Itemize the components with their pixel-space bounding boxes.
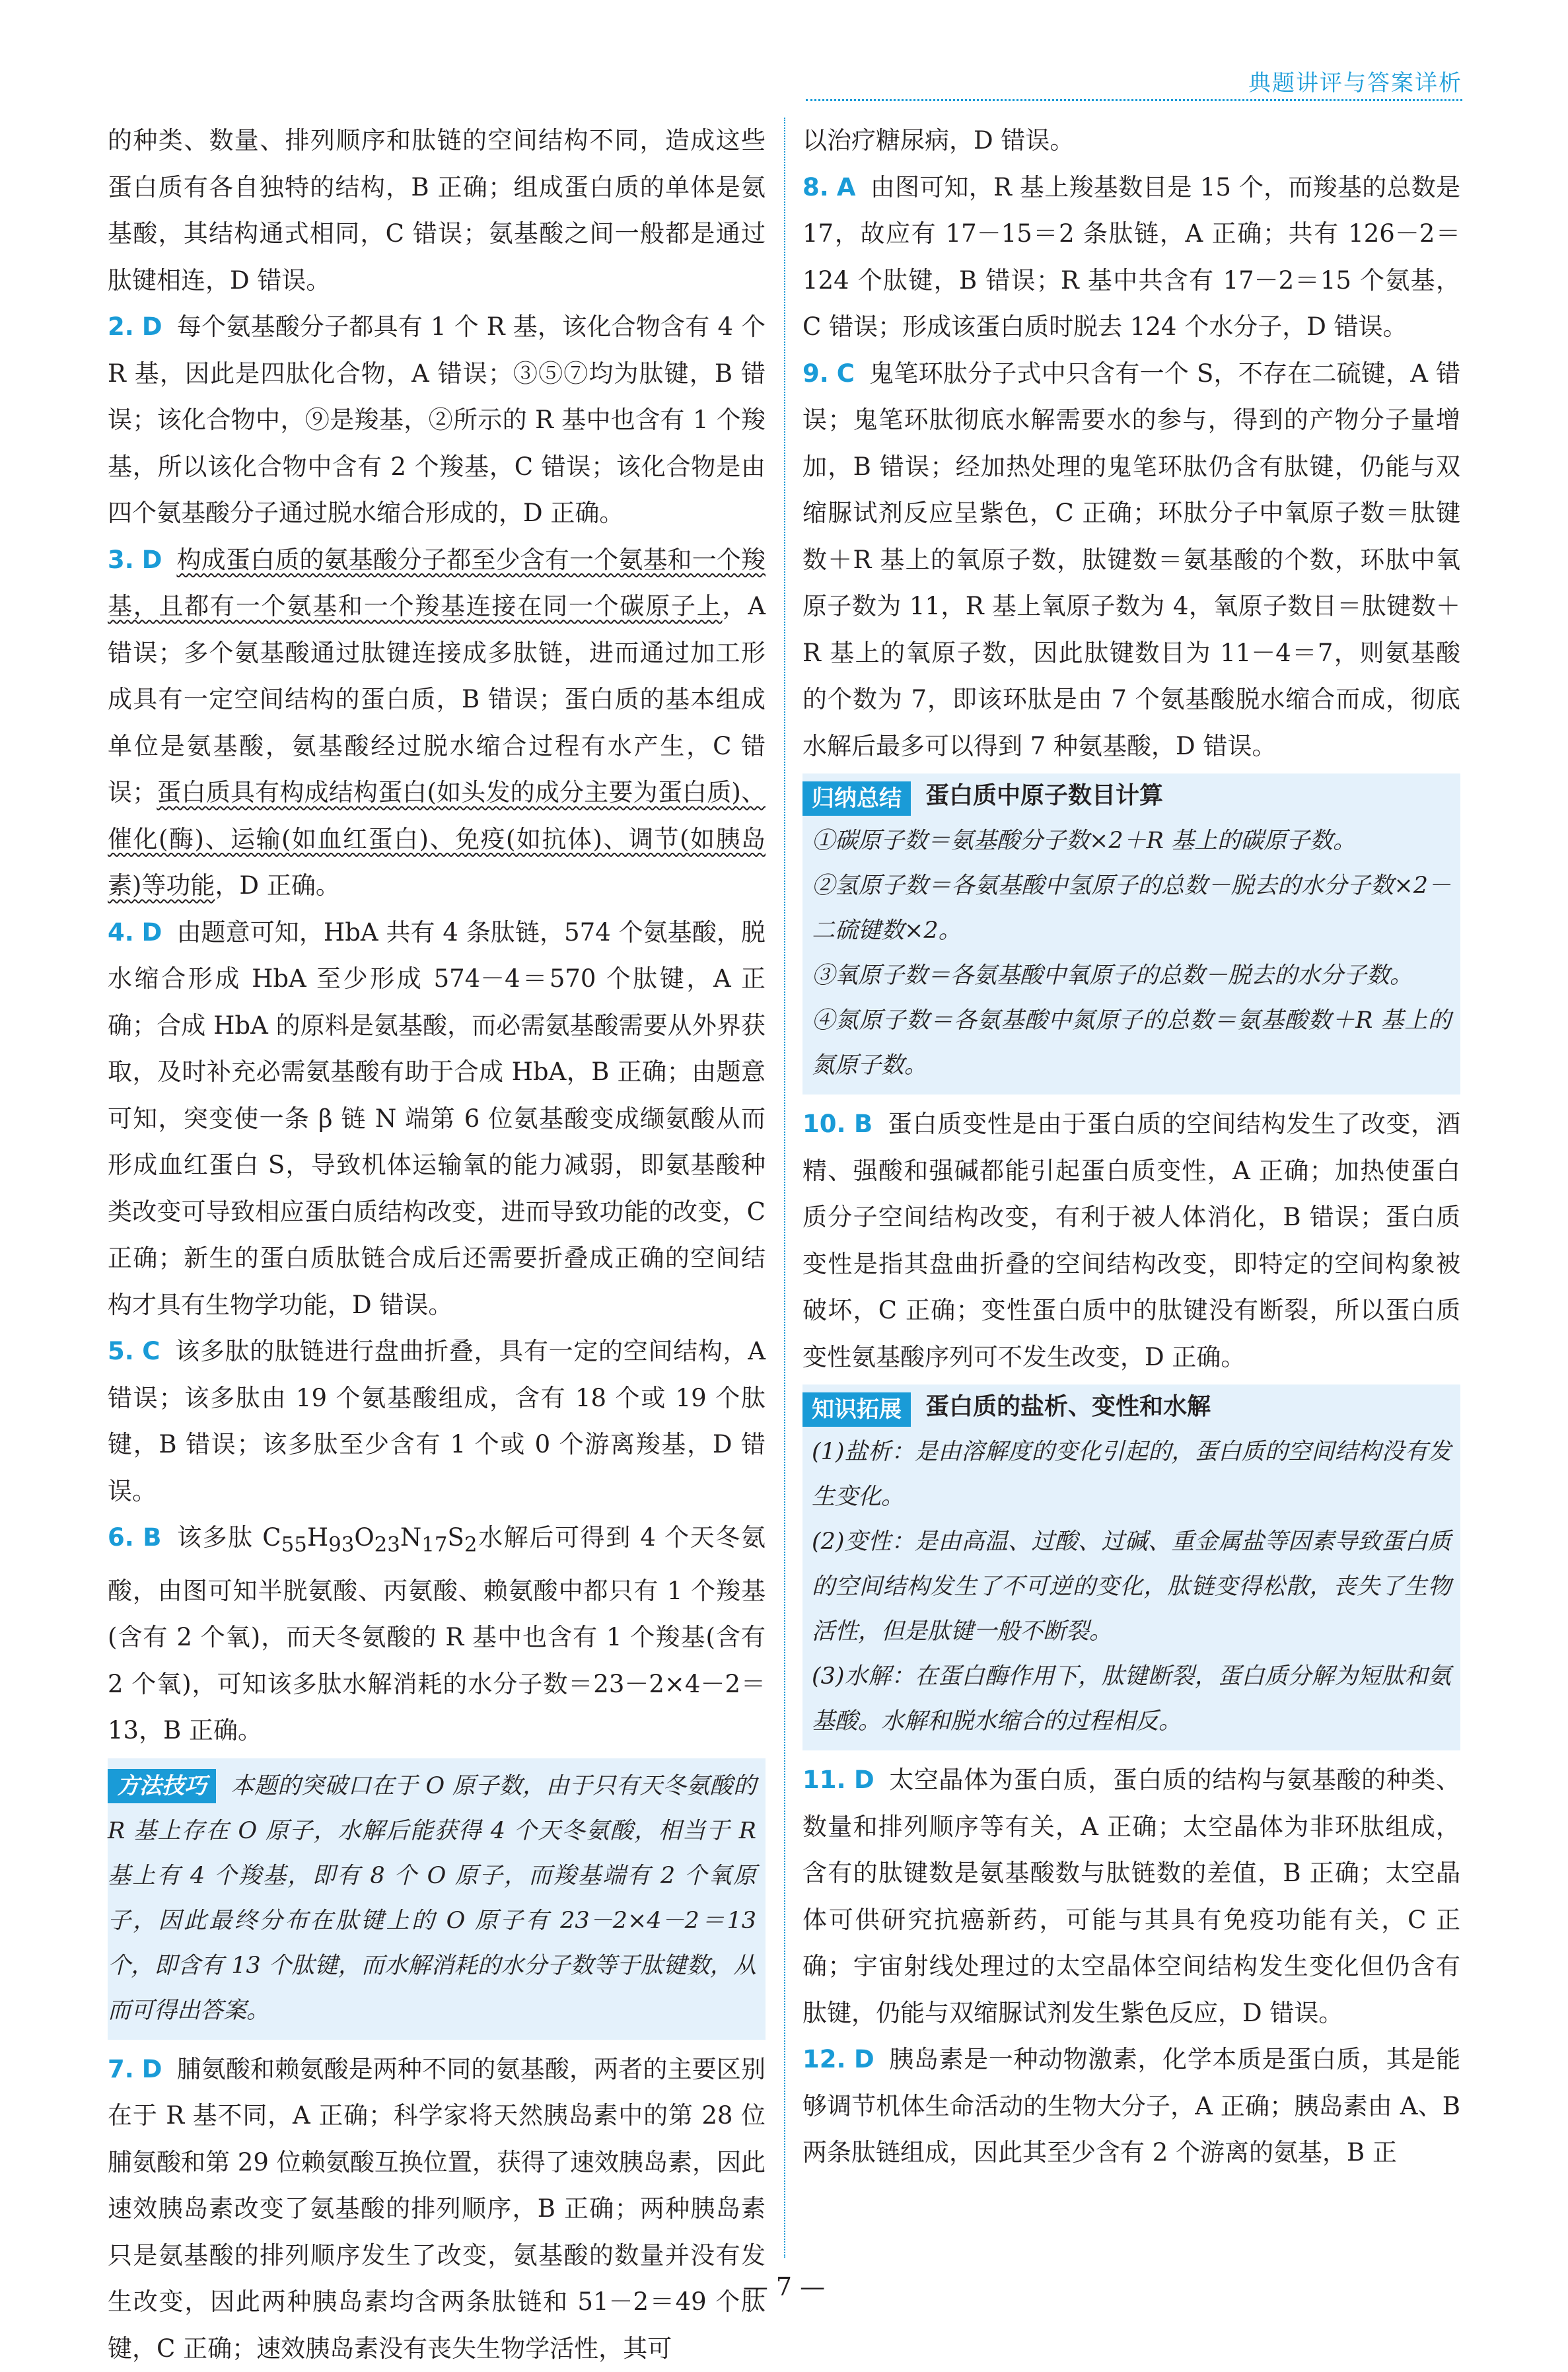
summary-tag: 归纳总结 [802,781,911,816]
knowledge-tag: 知识拓展 [802,1392,911,1427]
item-explanation: 蛋白质变性是由于蛋白质的空间结构发生了改变，酒精、强酸和强碱都能引起蛋白质变性，A 正确；加热使蛋白质分子空间结构改变，有利于被人体消化，B 错误；蛋白质变性是指其盘曲折叠的空间结构改变，即特定的空间构象被破坏，C 正确；变性蛋白质中的肽键没有断裂，所以蛋白质变性氨基酸序列可不发生改变，D 正确。 [802,1110,1461,1371]
method-tip-text: 本题的突破口在于 O 原子数，由于只有天冬氨酸的 R 基上存在 O 原子，水解后能获得 4 个天冬氨酸，相当于 R 基上有 4 个羧基，即有 8 个 O 原子，而羧基端有 2 个氧原子，因此最终分布在肽键上的 O 原子有 23－2×4－2＝13 个，即含有 13 个肽键，而水解消耗的水分子数等于肽键数，从而可得出答案。 [108,1772,756,2024]
item-explanation: 太空晶体为蛋白质，蛋白质的结构与氨基酸的种类、数量和排列顺序等有关，A 正确；太空晶体为非环肽组成，含有的肽键数是氨基酸数与肽链数的差值，B 正确；太空晶体可供研究抗癌新药，可能与其具有免疫功能有关，C 正确；宇宙射线处理过的太空晶体空间结构发生变化但仍含有肽键，仍能与双缩脲试剂发生紫色反应，D 错误。 [802,1766,1460,2027]
summary-title: 蛋白质中原子数目计算 [925,782,1164,809]
header-divider [806,99,1462,101]
right-column [802,118,1460,2176]
item-explanation: 脯氨酸和赖氨酸是两种不同的氨基酸，两者的主要区别在于 R 基不同，A 正确；科学家将天然胰岛素中的第 28 位脯氨酸和第 29 位赖氨酸互换位置，获得了速效胰岛素，因此速效胰岛素改变了氨基酸的排列顺序，B 正确；两种胰岛素只是氨基酸的排列顺序发生了改变，氨基酸的数量并没有发生改变，因此两种胰岛素均含两条肽链和 51－2＝49 个肽键，C 正确；速效胰岛素没有丧失生物学活性，其可 [108,2054,766,2363]
formula-element: H [306,1523,329,1552]
item-explanation: ，A 错误；多个氨基酸通过肽键连接成多肽链，进而通过加工形成具有一定空间结构的蛋白质，B 错误；蛋白质的基本组成单位是氨基酸，氨基酸经过脱水缩合过程有水产生，C 错误； [108,592,766,807]
item-number: 3. [108,545,134,574]
answer-item-2 [108,304,766,537]
left-column [108,118,766,2372]
formula-element: O [354,1523,374,1552]
answer-item-8 [802,164,1460,351]
summary-line: ④氮原子数＝各氨基酸中氮原子的总数＝氨基酸数＋R 基上的氮原子数。 [812,1007,1451,1079]
knowledge-line: (3)水解：在蛋白酶作用下，肽键断裂，蛋白质分解为短肽和氨基酸。水解和脱水缩合的过程相反。 [812,1663,1451,1735]
answer-item-7 [108,2046,766,2372]
item-answer: C [836,359,855,388]
item-answer: D [141,2054,162,2083]
item-number: 12. [802,2045,846,2073]
item-explanation: 鬼笔环肽分子式中只含有一个 S，不存在二硫键，A 错误；鬼笔环肽彻底水解需要水的参与，得到的产物分子量增加，B 错误；经加热处理的鬼笔环肽仍含有肽键，仍能与双缩脲试剂反应呈紫色，C 正确；环肽分子中氧原子数＝肽键数＋R 基上的氧原子数，肽键数＝氨基酸的个数，环肽中氧原子数为 11，R 基上氧原子数为 4，氧原子数目＝肽键数＋R 基上的氧原子数，因此肽键数目为 11－4＝7，则氨基酸的个数为 7，即该环肽是由 7 个氨基酸脱水缩合而成，彻底水解后最多可以得到 7 种氨基酸，D 错误。 [802,359,1460,760]
item-answer: D [141,312,162,341]
formula-element: N [400,1523,422,1552]
item-explanation: 每个氨基酸分子都具有 1 个 R 基，该化合物含有 4 个 R 基，因此是四肽化合物，A 错误；③⑤⑦均为肽键，B 错误；该化合物中，⑨是羧基，②所示的 R 基中也含有 1 个羧基，所以该化合物中含有 2 个羧基，C 错误；该化合物是由四个氨基酸分子通过脱水缩合形成的，D 正确。 [108,312,766,527]
item-number: 6. [108,1523,134,1552]
item-answer: C [142,1337,160,1365]
knowledge-line: (1)盐析：是由溶解度的变化引起的，蛋白质的空间结构没有发生变化。 [812,1439,1451,1510]
item-number: 2. [108,312,134,341]
item-explanation: 胰岛素是一种动物激素，化学本质是蛋白质，其是能够调节机体生命活动的生物大分子，A 正确；胰岛素由 A、B 两条肽链组成，因此其至少含有 2 个游离的氨基，B 正 [802,2045,1460,2167]
knowledge-line: (2)变性：是由高温、过酸、过碱、重金属盐等因素导致蛋白质的空间结构发生了不可逆的变化，肽链变得松散，丧失了生物活性，但是肽键一般不断裂。 [812,1528,1451,1645]
answer-item-3 [108,537,766,910]
item-answer: B [143,1523,162,1552]
page-header [0,0,1568,106]
formula-subscript: 23 [374,1532,400,1557]
knowledge-title: 蛋白质的盐析、变性和水解 [925,1393,1211,1420]
method-tip-box [108,1758,766,2040]
method-tip-tag: 方法技巧 [108,1769,216,1803]
column-divider [784,118,785,2258]
answer-item-4 [108,910,766,1329]
key-point-underlined: 蛋白质具有构成结构蛋白(如头发的成分主要为蛋白质)、催化(酶)、运输(如血红蛋白)、免疫(如抗体)、调节(如胰岛素)等功能 [108,778,766,900]
item-answer: D [141,917,162,947]
knowledge-box-header [802,1384,1460,1429]
answer-item-12 [802,2036,1460,2176]
item-answer: D [141,545,162,574]
answer-item-10 [802,1101,1460,1381]
item-explanation: 水解后可得到 4 个天冬氨酸，由图可知半胱氨酸、丙氨酸、赖氨酸中都只有 1 个羧基(含有 2 个氧)，而天冬氨酸的 R 基中也含有 1 个羧基(含有 2 个氧)，可知该多肽水解消耗的水分子数＝23－2×4－2＝13，B 正确。 [108,1523,766,1745]
item-answer: D [853,1766,874,1794]
answer-item-11 [802,1757,1460,2036]
item-number: 4. [108,917,134,947]
item-explanation: 由题意可知，HbA 共有 4 条肽链，574 个氨基酸，脱水缩合形成 HbA 至少形成 574－4＝570 个肽键，A 正确；合成 HbA 的原料是氨基酸，而必需氨基酸需要从外界获取，及时补充必需氨基酸有助于合成 HbA，B 正确；由题意可知，突变使一条 β 链 N 端第 6 位氨基酸变成缬氨酸从而形成血红蛋白 S，导致机体运输氧的能力减弱，即氨基酸种类改变可导致相应蛋白质结构改变，进而导致功能的改变，C 正确；新生的蛋白质肽链合成后还需要折叠成正确的空间结构才具有生物学功能，D 错误。 [108,917,766,1319]
summary-box [802,773,1460,1095]
answer-item-6 [108,1515,766,1754]
formula-subscript: 55 [281,1532,307,1557]
key-point-underlined: 构成蛋白质的氨基酸分子都至少含有一个氨基和一个羧基，且都有一个氨基和一个羧基连接在同一个碳原子上 [108,545,766,620]
item-number: 7. [108,2054,134,2083]
answer-item-9 [802,351,1460,770]
item-answer: B [854,1110,873,1138]
formula-subscript: 17 [421,1532,448,1557]
answer-item-5 [108,1328,766,1515]
item-explanation: 该多肽的肽链进行盘曲折叠，具有一定的空间结构，A 错误；该多肽由 19 个氨基酸组成，含有 18 个或 19 个肽键，B 错误；该多肽至少含有 1 个或 0 个游离羧基，D 错误。 [108,1337,766,1505]
item-answer: A [836,172,856,201]
page-number: — 7 — [742,2272,826,2301]
item-number: 5. [108,1337,134,1365]
right-intro: 以治疗糖尿病，D 错误。 [802,126,1075,155]
formula-subscript: 2 [464,1532,478,1557]
item-number: 10. [802,1110,846,1138]
item-number: 11. [802,1766,846,1794]
summary-line: ①碳原子数＝氨基酸分子数×2＋R 基上的碳原子数。 [812,828,1357,854]
item-explanation-end: ，D 正确。 [215,871,340,900]
item-explanation-start: 该多肽 C [176,1523,281,1552]
item-answer: D [853,2045,874,2073]
item-number: 8. [802,172,829,201]
knowledge-box [802,1384,1460,1750]
formula-subscript: 93 [328,1532,355,1557]
left-intro: 的种类、数量、排列顺序和肽链的空间结构不同，造成这些蛋白质有各自独特的结构，B 正确；组成蛋白质的单体是氨基酸，其结构通式相同，C 错误；氨基酸之间一般都是通过肽键相连，D 错误。 [108,126,766,295]
formula-element: S [447,1523,464,1552]
summary-line: ②氢原子数＝各氨基酸中氢原子的总数－脱去的水分子数×2－二硫键数×2。 [812,873,1451,944]
summary-line: ③氧原子数＝各氨基酸中氧原子的总数－脱去的水分子数。 [812,962,1413,989]
method-tip-body [108,1758,766,2033]
item-number: 9. [802,359,829,388]
item-explanation: 由图可知，R 基上羧基数目是 15 个，而羧基的总数是 17，故应有 17－15＝2 条肽链，A 正确；共有 126－2＝124 个肽键，B 错误；R 基中共含有 17－2＝15 个氨基，C 错误；形成该蛋白质时脱去 124 个水分子，D 错误。 [802,172,1460,341]
header-title: 典题讲评与答案详析 [1248,70,1462,96]
summary-box-header [802,773,1460,818]
